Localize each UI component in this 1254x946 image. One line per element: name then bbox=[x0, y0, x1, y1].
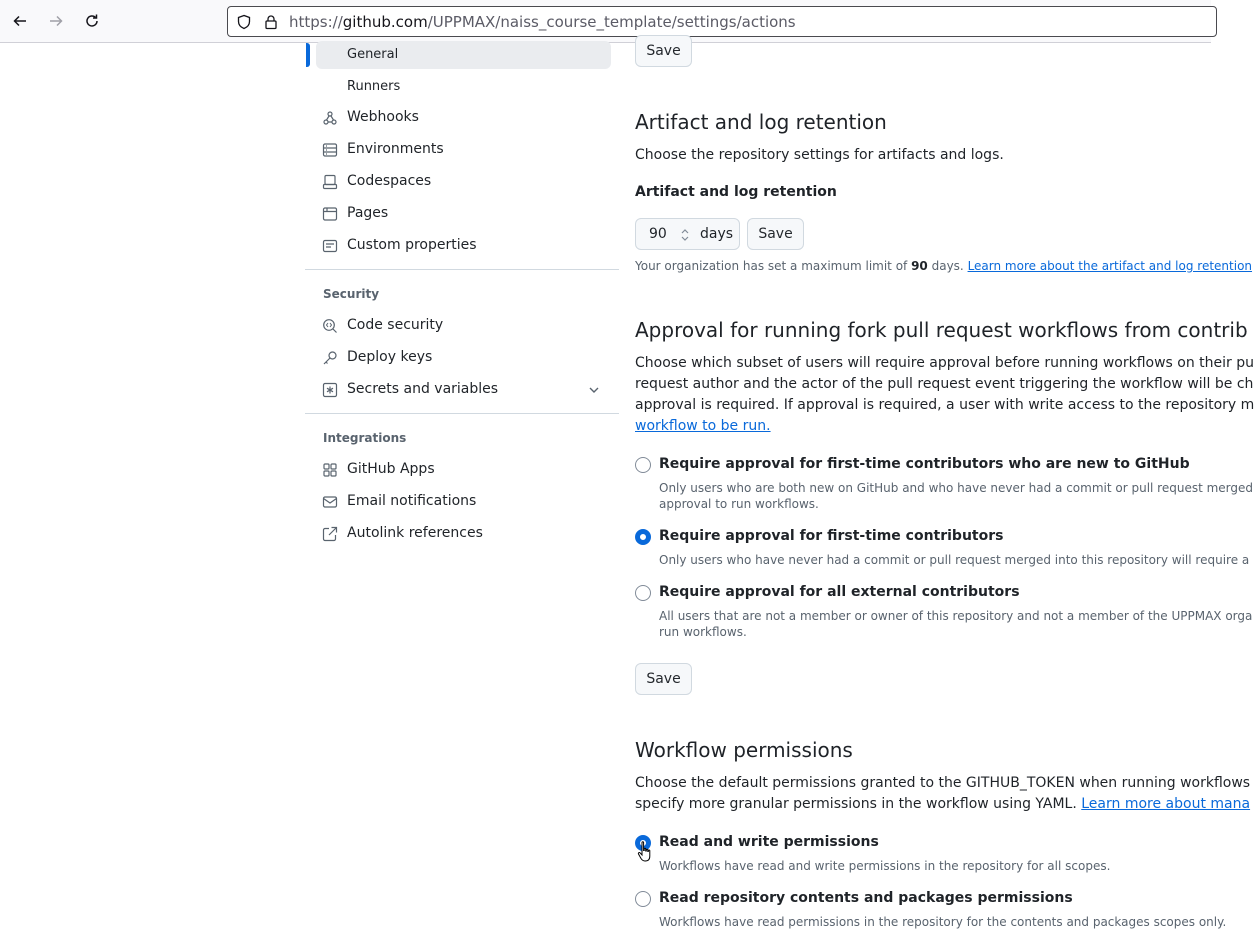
note-text: Your organization has set a maximum limit of bbox=[635, 259, 912, 273]
retention-days-value[interactable]: 90 bbox=[649, 226, 667, 242]
mail-icon bbox=[322, 494, 338, 510]
approval-description-line: approval is required. If approval is required, a user with write access to the repository m bbox=[635, 397, 1254, 413]
approval-description-line: Choose which subset of users will require approval before running workflows on their pu bbox=[635, 355, 1254, 371]
sidebar-item-github-apps[interactable] bbox=[316, 455, 611, 485]
sidebar-item-label: Custom properties bbox=[347, 237, 477, 253]
url-bar[interactable] bbox=[227, 6, 1217, 37]
sidebar-item-deploy-keys[interactable] bbox=[316, 343, 611, 373]
tracking-shield-icon[interactable] bbox=[236, 14, 252, 30]
server-icon bbox=[322, 142, 338, 158]
approval-title: Approval for running fork pull request workflows from contrib bbox=[635, 318, 1248, 342]
sidebar-item-label: Runners bbox=[347, 79, 401, 94]
sidebar-item-environments[interactable] bbox=[316, 135, 611, 165]
note-limit: 90 bbox=[911, 259, 928, 273]
note-text: days. bbox=[927, 259, 968, 273]
sidebar-item-runners[interactable] bbox=[316, 73, 611, 101]
apps-icon bbox=[322, 462, 338, 478]
permission-option-label[interactable]: Read and write permissions bbox=[659, 834, 879, 850]
approval-option-label[interactable]: Require approval for first-time contributors bbox=[659, 528, 1004, 544]
codespaces-icon bbox=[322, 174, 338, 190]
webhook-icon bbox=[322, 110, 338, 126]
permission-option-description: Workflows have read and write permissions in the repository for all scopes. bbox=[659, 859, 1111, 873]
approval-option-description: All users that are not a member or owner of this repository and not a member of the UPPMAX orga bbox=[659, 609, 1253, 623]
sidebar-item-custom-properties[interactable] bbox=[316, 231, 611, 261]
sidebar-item-label: Email notifications bbox=[347, 493, 477, 509]
url-host: github.com bbox=[342, 13, 428, 31]
workflow-permissions-description-line bbox=[635, 794, 1250, 815]
sidebar-item-secrets-and-variables[interactable] bbox=[316, 375, 611, 405]
save-approval-button[interactable]: Save bbox=[635, 663, 692, 695]
sidebar-heading-integrations: Integrations bbox=[323, 431, 407, 445]
permission-option-description: Workflows have read permissions in the repository for the contents and packages scopes only. bbox=[659, 915, 1227, 929]
retention-learn-more-link[interactable]: Learn more about the artifact and log retention bbox=[967, 259, 1253, 273]
note-icon bbox=[322, 238, 338, 254]
asterisk-icon bbox=[322, 382, 338, 398]
approval-description-line: request author and the actor of the pull request event triggering the workflow will be ch bbox=[635, 376, 1254, 392]
hand-pointer-cursor-icon bbox=[636, 840, 656, 866]
sidebar-item-email-notifications[interactable] bbox=[316, 487, 611, 517]
workflow-description-text: specify more granular permissions in the workflow using YAML. bbox=[635, 796, 1082, 812]
lock-icon[interactable] bbox=[263, 14, 279, 30]
sidebar-item-codespaces[interactable] bbox=[316, 167, 611, 197]
browser-toolbar bbox=[0, 0, 1211, 43]
sidebar-item-label: Secrets and variables bbox=[347, 381, 499, 397]
retention-limit-note bbox=[635, 259, 1252, 273]
sidebar-item-label: Deploy keys bbox=[347, 349, 433, 365]
sidebar-item-pages[interactable] bbox=[316, 199, 611, 229]
approval-option-description: run workflows. bbox=[659, 625, 747, 639]
sidebar-item-autolink-references[interactable] bbox=[316, 519, 611, 549]
forward-icon[interactable] bbox=[46, 11, 66, 31]
approval-all-external-radio[interactable] bbox=[635, 585, 651, 601]
workflow-permissions-description-line: Choose the default permissions granted to the GITHUB_TOKEN when running workflows bbox=[635, 775, 1251, 791]
sidebar-item-label: Webhooks bbox=[347, 109, 419, 125]
approval-option-description: Only users who are both new on GitHub and who have never had a commit or pull request merged bbox=[659, 481, 1254, 495]
approval-option-description: approval to run workflows. bbox=[659, 497, 819, 511]
artifact-retention-title: Artifact and log retention bbox=[635, 110, 887, 134]
approval-learn-more-link[interactable]: workflow to be run. bbox=[635, 418, 771, 434]
read-only-permissions-radio[interactable] bbox=[635, 891, 651, 907]
artifact-retention-label: Artifact and log retention bbox=[635, 184, 837, 200]
codescan-icon bbox=[322, 318, 338, 334]
key-icon bbox=[322, 350, 338, 366]
sidebar-item-webhooks[interactable] bbox=[316, 103, 611, 133]
reload-icon[interactable] bbox=[82, 11, 102, 31]
sidebar-item-label: Codespaces bbox=[347, 173, 432, 189]
back-icon[interactable] bbox=[10, 11, 30, 31]
url-scheme: https:// bbox=[289, 13, 343, 31]
sidebar-item-label: Autolink references bbox=[347, 525, 483, 541]
permission-option-label[interactable]: Read repository contents and packages permissions bbox=[659, 890, 1073, 906]
browser-icon bbox=[322, 206, 338, 222]
sidebar-item-label: Code security bbox=[347, 317, 444, 333]
retention-days-input[interactable] bbox=[635, 218, 740, 250]
sidebar-item-general[interactable] bbox=[316, 41, 611, 69]
retention-days-unit: days bbox=[700, 226, 734, 242]
workflow-permissions-title: Workflow permissions bbox=[635, 738, 853, 762]
sidebar-item-label: GitHub Apps bbox=[347, 461, 435, 477]
save-retention-button[interactable]: Save bbox=[747, 218, 804, 250]
sidebar-divider bbox=[305, 413, 619, 414]
number-stepper-icon[interactable] bbox=[678, 225, 692, 245]
save-button[interactable]: Save bbox=[635, 35, 692, 67]
sidebar-item-label: Environments bbox=[347, 141, 444, 157]
approval-new-to-github-radio[interactable] bbox=[635, 457, 651, 473]
url-text[interactable] bbox=[289, 13, 796, 31]
sidebar-divider bbox=[305, 269, 619, 270]
sidebar-item-label: Pages bbox=[347, 205, 389, 221]
workflow-learn-more-link[interactable]: Learn more about mana bbox=[1081, 796, 1251, 812]
chevron-down-icon[interactable] bbox=[587, 383, 601, 397]
url-path: /UPPMAX/naiss_course_template/settings/actions bbox=[427, 13, 796, 31]
artifact-retention-description: Choose the repository settings for artifacts and logs. bbox=[635, 147, 1004, 163]
approval-first-time-radio[interactable] bbox=[635, 529, 651, 545]
active-nav-indicator bbox=[306, 43, 310, 67]
sidebar-item-code-security[interactable] bbox=[316, 311, 611, 341]
cross-reference-icon bbox=[322, 526, 338, 542]
approval-option-description: Only users who have never had a commit or pull request merged into this repository will require a bbox=[659, 553, 1250, 567]
approval-option-label[interactable]: Require approval for all external contributors bbox=[659, 584, 1020, 600]
approval-description-link-line bbox=[635, 416, 771, 437]
sidebar-item-label: General bbox=[347, 47, 399, 62]
approval-option-label[interactable]: Require approval for first-time contributors who are new to GitHub bbox=[659, 456, 1190, 472]
sidebar-heading-security: Security bbox=[323, 287, 380, 301]
